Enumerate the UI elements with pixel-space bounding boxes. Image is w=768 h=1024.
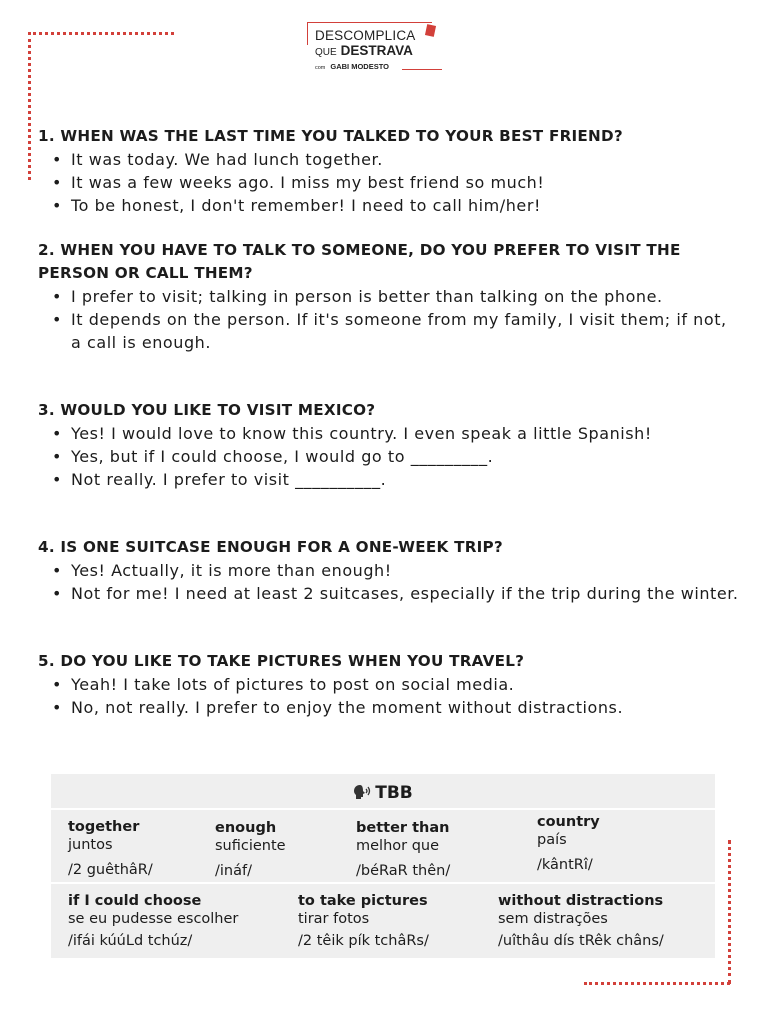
question-title: 3. WOULD YOU LIKE TO VISIT MEXICO? bbox=[38, 401, 376, 419]
logo-subtitle bbox=[315, 43, 413, 58]
vocab-english: country bbox=[537, 814, 600, 830]
vocab-pronunciation: /béRaR thên/ bbox=[356, 863, 451, 879]
logo-title: DESCOMPLICA bbox=[315, 28, 416, 43]
vocab-entry-together bbox=[68, 818, 153, 880]
decorative-dotted-line-right bbox=[728, 840, 731, 984]
tbb-title bbox=[51, 783, 715, 803]
vocab-pronunciation: /2 têik pík tchâRs/ bbox=[298, 933, 429, 949]
question-title: 5. DO YOU LIKE TO TAKE PICTURES WHEN YOU TRAVEL? bbox=[38, 652, 525, 670]
vocab-portuguese: juntos bbox=[68, 837, 113, 853]
vocab-pronunciation: /kântRî/ bbox=[537, 857, 593, 873]
vocab-entry-country bbox=[537, 813, 600, 875]
vocab-english: to take pictures bbox=[298, 893, 428, 909]
answer-item: • It was today. We had lunch together. bbox=[38, 148, 741, 171]
answer-list bbox=[38, 285, 738, 354]
vocab-portuguese: se eu pudesse escolher bbox=[68, 911, 239, 927]
answer-item: • Yeah! I take lots of pictures to post on social media. bbox=[38, 673, 741, 696]
question-block-3 bbox=[38, 399, 738, 491]
vocab-portuguese: suficiente bbox=[215, 838, 286, 854]
vocab-english: without distractions bbox=[498, 893, 664, 909]
vocab-entry-better-than bbox=[356, 819, 450, 881]
answer-item: • Yes! Actually, it is more than enough! bbox=[38, 559, 741, 582]
question-title: 4. IS ONE SUITCASE ENOUGH FOR A ONE-WEEK TRIP? bbox=[38, 538, 503, 556]
vocab-entry-without-distractions bbox=[498, 892, 664, 951]
question-title: 1. WHEN WAS THE LAST TIME YOU TALKED TO YOUR BEST FRIEND? bbox=[38, 127, 623, 145]
speaking-head-icon bbox=[353, 784, 371, 800]
logo-frame-bottom bbox=[402, 69, 442, 70]
logo-author bbox=[315, 62, 389, 71]
answer-item: • Not for me! I need at least 2 suitcases, especially if the trip during the winter. bbox=[38, 582, 741, 605]
question-block-5 bbox=[38, 650, 738, 719]
tbb-divider-top bbox=[51, 808, 715, 810]
vocab-portuguese: país bbox=[537, 832, 567, 848]
vocab-pronunciation: /ináf/ bbox=[215, 863, 252, 879]
answer-list bbox=[38, 673, 738, 719]
question-block-1 bbox=[38, 125, 738, 217]
question-block-2 bbox=[38, 239, 738, 354]
question-title: 2. WHEN YOU HAVE TO TALK TO SOMEONE, DO YOU PREFER TO VISIT THE PERSON OR CALL THEM? bbox=[38, 241, 681, 282]
answer-item: • I prefer to visit; talking in person is better than talking on the phone. bbox=[38, 285, 741, 308]
vocab-english: if I could choose bbox=[68, 893, 202, 909]
vocab-portuguese: tirar fotos bbox=[298, 911, 370, 927]
logo-destrava: DESTRAVA bbox=[340, 43, 413, 58]
answer-item: • No, not really. I prefer to enjoy the moment without distractions. bbox=[38, 696, 741, 719]
logo-que: QUE bbox=[315, 47, 337, 58]
logo-author-name: GABI MODESTO bbox=[330, 62, 390, 71]
answer-list bbox=[38, 559, 738, 605]
vocab-entry-enough bbox=[215, 819, 286, 881]
decorative-dotted-line-bottom bbox=[584, 982, 730, 985]
answer-item: • Yes! I would love to know this country. I even speak a little Spanish! bbox=[38, 422, 741, 445]
decorative-dotted-line-top bbox=[28, 32, 174, 35]
vocab-portuguese: sem distrações bbox=[498, 911, 608, 927]
vocab-pronunciation: /ifái kúúLd tchúz/ bbox=[68, 933, 193, 949]
vocab-pronunciation: /2 guêthâR/ bbox=[68, 862, 153, 878]
question-block-4 bbox=[38, 536, 738, 605]
answer-list bbox=[38, 148, 738, 217]
vocab-english: enough bbox=[215, 820, 277, 836]
tbb-header bbox=[51, 774, 715, 808]
tbb-vocabulary-box bbox=[51, 774, 715, 958]
answer-item: • Not really. I prefer to visit __________. bbox=[38, 468, 741, 491]
brand-logo bbox=[307, 22, 442, 72]
book-icon bbox=[425, 24, 436, 37]
vocab-pronunciation: /uîthâu dís tRêk châns/ bbox=[498, 933, 664, 949]
vocab-english: better than bbox=[356, 820, 450, 836]
logo-com: com bbox=[315, 65, 326, 71]
answer-item: • To be honest, I don't remember! I need to call him/her! bbox=[38, 194, 741, 217]
vocab-english: together bbox=[68, 819, 140, 835]
vocab-entry-to-take-pictures bbox=[298, 892, 429, 951]
answer-list bbox=[38, 422, 738, 491]
answer-item: • Yes, but if I could choose, I would go to _________. bbox=[38, 445, 741, 468]
vocab-portuguese: melhor que bbox=[356, 838, 440, 854]
vocab-entry-if-i-could-choose bbox=[68, 892, 238, 951]
tbb-divider-middle bbox=[51, 882, 715, 884]
answer-item: • It was a few weeks ago. I miss my best friend so much! bbox=[38, 171, 741, 194]
decorative-dotted-line-left bbox=[28, 32, 31, 180]
tbb-title-text: TBB bbox=[375, 783, 413, 803]
answer-item: • It depends on the person. If it's someone from my family, I visit them; if not, a call is enough. bbox=[38, 308, 741, 354]
